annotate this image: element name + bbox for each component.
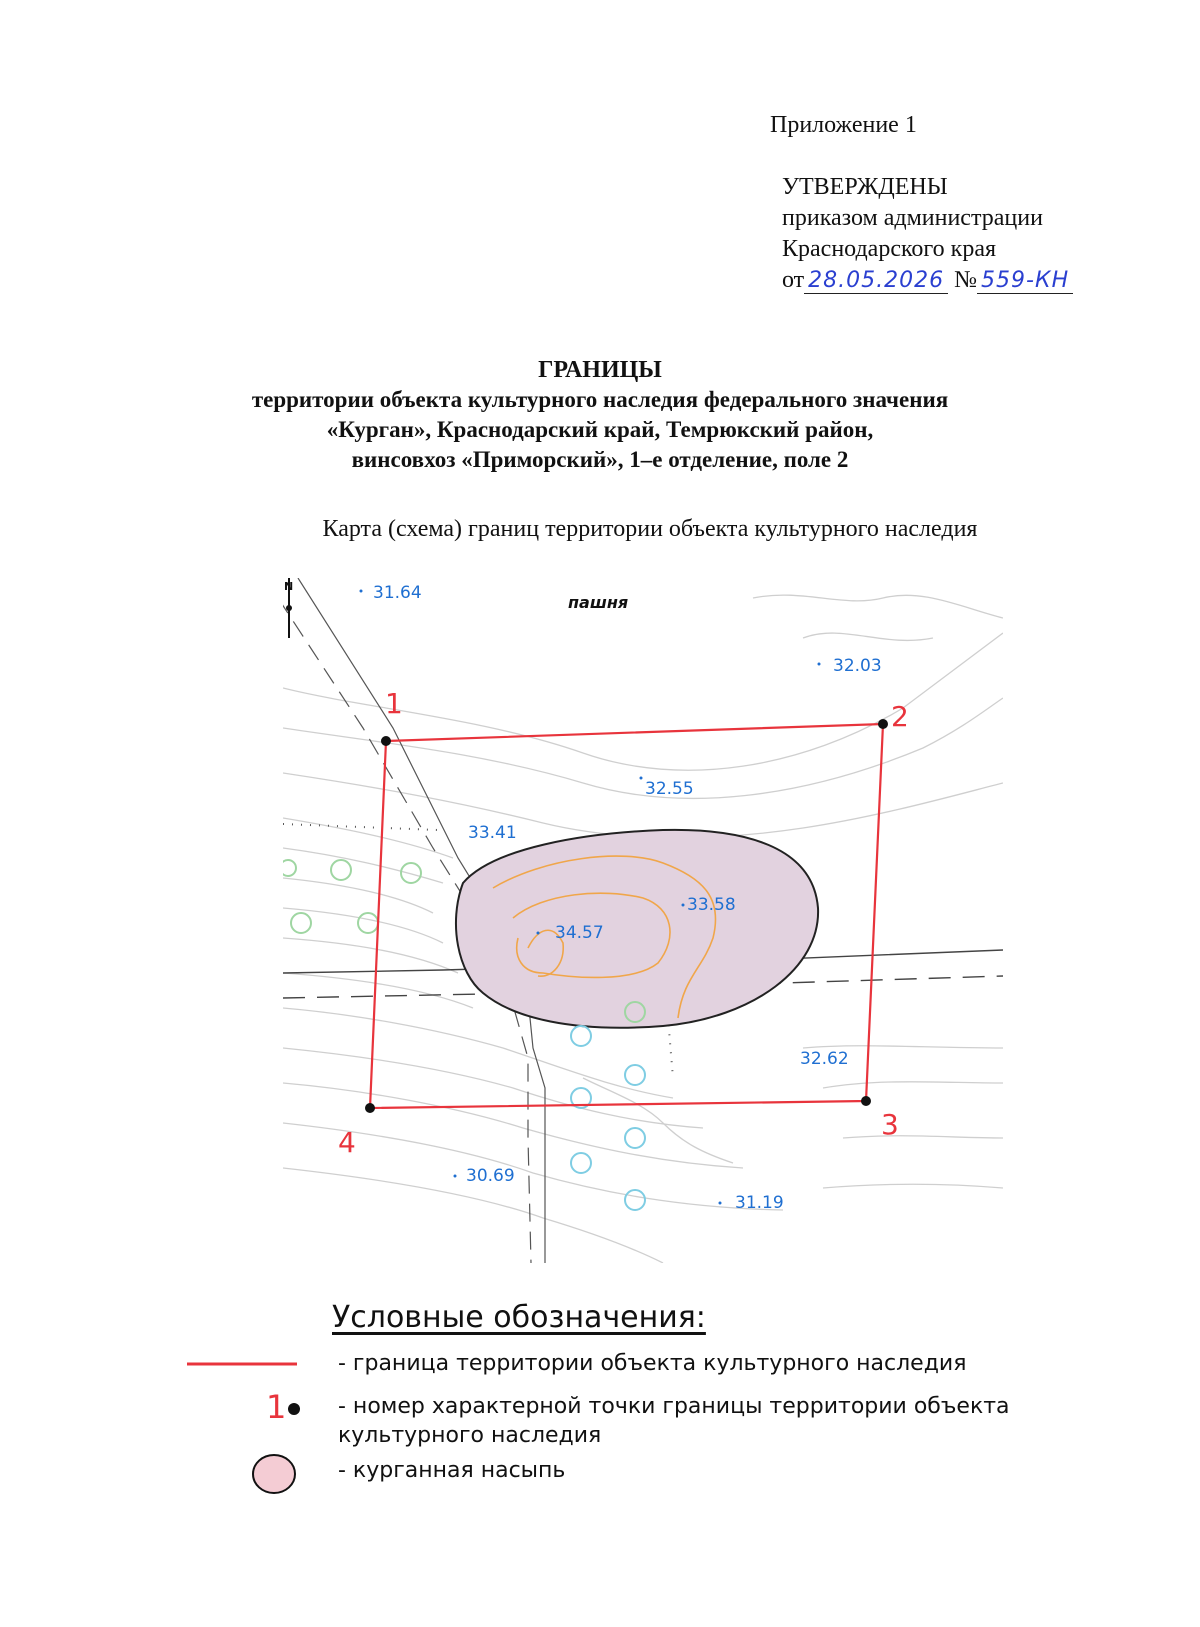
elevation-30.69: 30.69	[466, 1166, 515, 1186]
appendix-label: Приложение 1	[770, 112, 917, 138]
map-caption: Карта (схема) границ территории объекта культурного наследия	[322, 516, 978, 542]
document-title	[0, 355, 1200, 475]
legend-item-boundary	[0, 1345, 1200, 1385]
point-4-marker	[365, 1103, 375, 1113]
order-line-2: Краснодарского края	[782, 236, 997, 262]
elevation-32.03: 32.03	[833, 656, 882, 676]
title-line-1: территории объекта культурного наследия федерального значения	[251, 387, 949, 412]
point-3-marker	[861, 1096, 871, 1106]
title-line-3: винсовхоз «Приморский», 1–е отделение, поле 2	[351, 447, 849, 472]
legend-item-point	[0, 1388, 1200, 1458]
order-line-1: приказом администрации	[782, 205, 1043, 231]
legend-point-number: 1	[266, 1388, 287, 1426]
handwritten-number: 559-КН	[981, 268, 1070, 293]
north-arrow	[284, 578, 293, 638]
number-prefix: №	[954, 267, 978, 293]
legend-title: Условные обозначения:	[332, 1300, 706, 1335]
order-date-line	[782, 265, 1073, 296]
red-line-symbol	[187, 1361, 297, 1367]
land-use-text: пашня	[568, 593, 629, 612]
elevation-31.19: 31.19	[735, 1193, 784, 1213]
point-2-marker	[878, 719, 888, 729]
map-legend	[0, 1300, 1200, 1500]
legend-point-text: - номер характерной точки границы территории объекта	[338, 1394, 1010, 1419]
point-3-label: 3	[881, 1108, 899, 1141]
legend-item-mound	[0, 1450, 1200, 1500]
date-prefix: от	[782, 267, 805, 293]
point-2-label: 2	[891, 700, 909, 733]
legend-mound-text: - курганная насыпь	[338, 1458, 566, 1483]
point-1-marker	[381, 736, 391, 746]
approval-block	[782, 172, 1073, 296]
legend-point-text-2: культурного наследия	[338, 1423, 602, 1448]
date-field	[804, 268, 948, 294]
point-1-label: 1	[385, 687, 403, 720]
elevation-32.55: 32.55	[645, 779, 694, 799]
legend-boundary-text: - граница территории объекта культурного наследия	[338, 1351, 967, 1376]
elevation-32.62: 32.62	[800, 1049, 849, 1069]
number-field	[977, 268, 1073, 294]
pink-circle-symbol	[250, 1452, 298, 1496]
elevation-33.58: 33.58	[687, 895, 736, 915]
title-heading: ГРАНИЦЫ	[538, 357, 662, 383]
point-4-label: 4	[338, 1126, 356, 1159]
water-symbols	[571, 1026, 645, 1210]
elevation-33.41: 33.41	[468, 823, 517, 843]
north-label: N	[284, 580, 294, 593]
elevation-34.57: 34.57	[555, 923, 604, 943]
elevation-31.64: 31.64	[373, 583, 422, 603]
approved-label: УТВЕРЖДЕНЫ	[782, 174, 948, 200]
handwritten-date: 28.05.2026	[808, 268, 945, 293]
boundary-map	[283, 578, 1003, 1263]
title-line-2: «Курган», Краснодарский край, Темрюкский район,	[326, 417, 874, 442]
land-use-label	[568, 593, 628, 612]
legend-point-dot	[288, 1403, 300, 1415]
mound-area	[456, 830, 818, 1028]
